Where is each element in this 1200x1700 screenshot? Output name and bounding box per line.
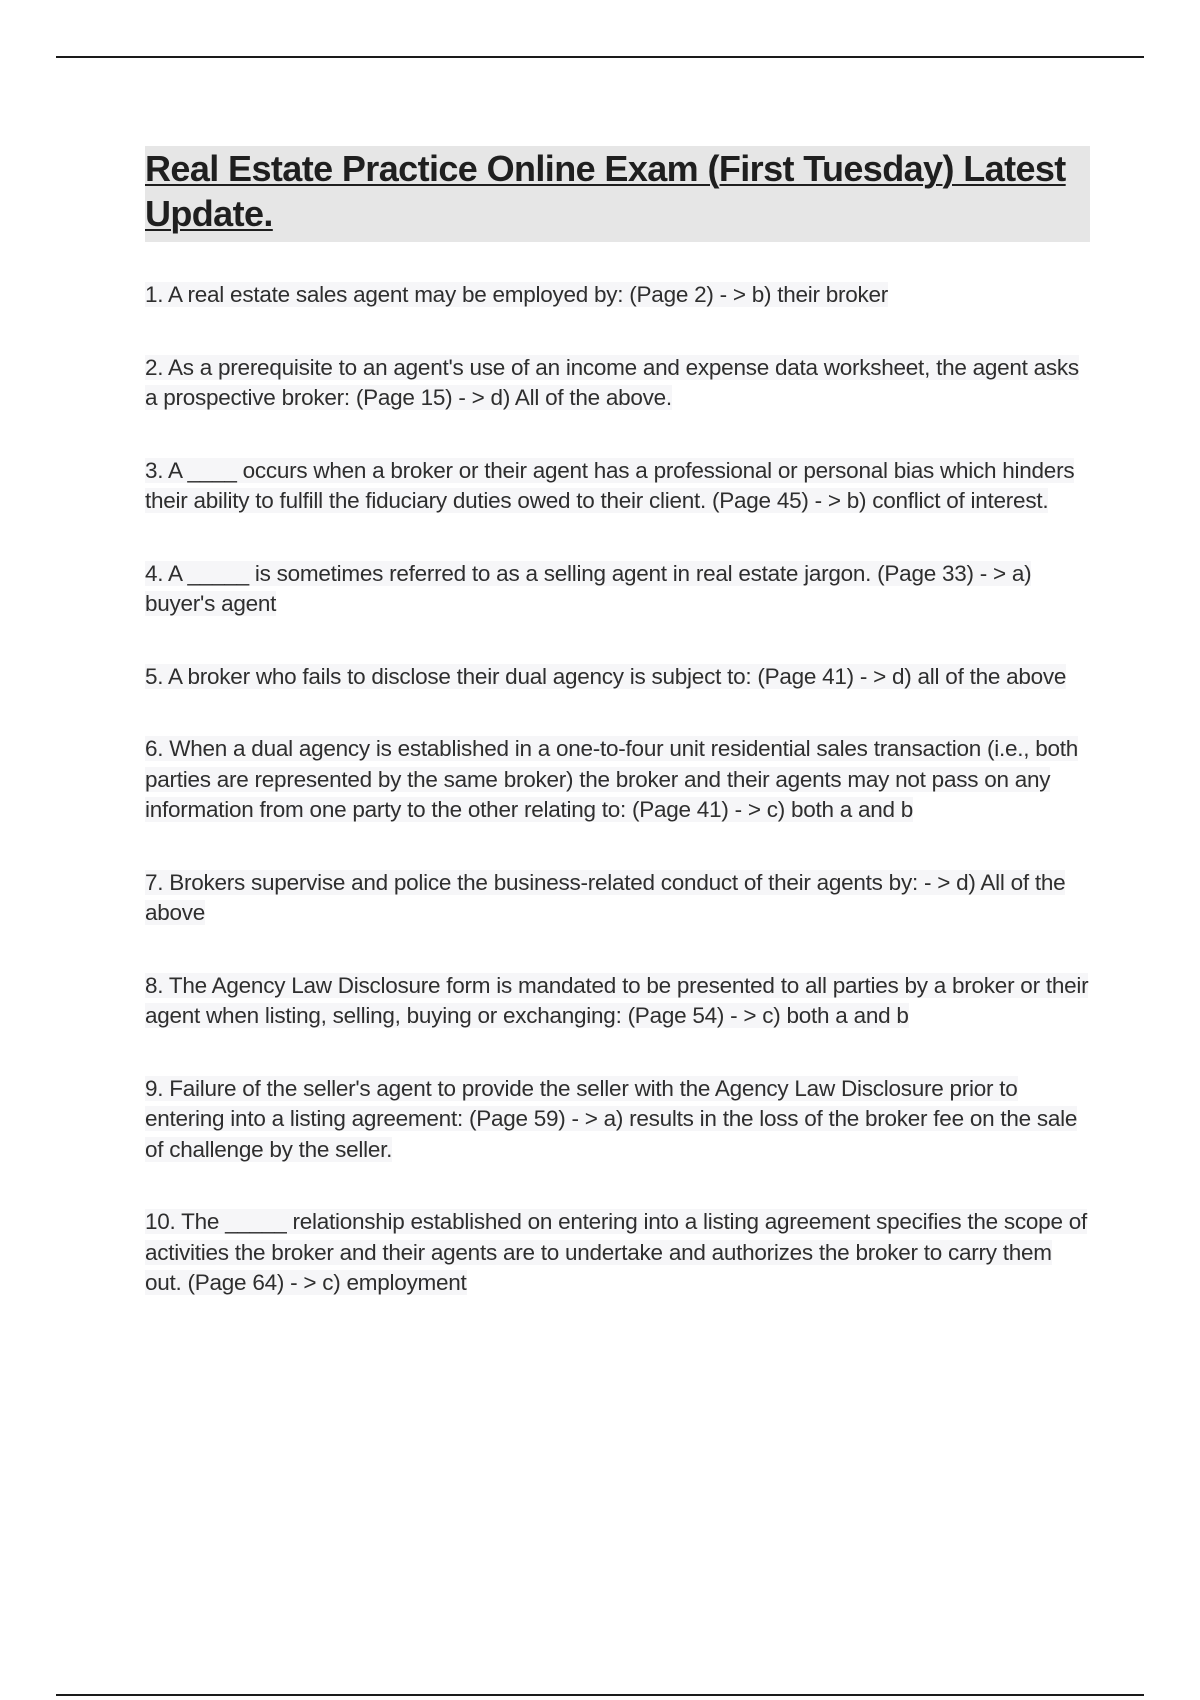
question-text: 9. Failure of the seller's agent to provide the seller with the Agency Law Disclosure prior to entering into a listing agreement: (Page 59) - > a) results in the loss of the broker fee on the sale of challenge by the seller. (145, 1075, 1078, 1162)
question-item (145, 353, 1090, 414)
question-item (145, 662, 1090, 693)
question-text: 8. The Agency Law Disclosure form is mandated to be presented to all parties by a broker or their agent when listing, selling, buying or exchanging: (Page 54) - > c) both a and b (145, 972, 1089, 1028)
question-text: 7. Brokers supervise and police the business-related conduct of their agents by: - > d) All of the above (145, 869, 1066, 925)
question-text: 1. A real estate sales agent may be employed by: (Page 2) - > b) their broker (145, 282, 889, 307)
question-item (145, 868, 1090, 929)
document-title: Real Estate Practice Online Exam (First Tuesday) Latest Update. (145, 148, 1066, 234)
question-item (145, 559, 1090, 620)
question-text: 3. A ____ occurs when a broker or their agent has a professional or personal bias which hinders their ability to fulfill the fiduciary duties owed to their client. (Page 45) - > b) conflict of interest. (145, 457, 1075, 513)
question-item (145, 971, 1090, 1032)
footer-rule (56, 1694, 1144, 1696)
question-text: 6. When a dual agency is established in a one-to-four unit residential sales transaction (i.e., both parties are represented by the same broker) the broker and their agents may not pass on any information from one party to the other relating to: (Page 41) - > c) both a and b (145, 736, 1079, 822)
title-block (145, 146, 1090, 242)
document-body (145, 146, 1090, 1341)
header-rule (56, 56, 1144, 58)
question-text: 10. The _____ relationship established on entering into a listing agreement specifies the scope of activities the broker and their agents are to undertake and authorizes the broker to carry them out. (Page 64) - > c) employment (145, 1209, 1087, 1295)
question-item (145, 1074, 1090, 1166)
question-text: 5. A broker who fails to disclose their dual agency is subject to: (Page 41) - > d) all of the above (145, 663, 1067, 689)
question-item (145, 280, 1090, 311)
question-text: 4. A _____ is sometimes referred to as a selling agent in real estate jargon. (Page 33) - > a) buyer's agent (145, 560, 1032, 616)
question-item (145, 1207, 1090, 1299)
question-item (145, 456, 1090, 517)
question-text: 2. As a prerequisite to an agent's use of an income and expense data worksheet, the agent asks a prospective broker: (Page 15) - > d) All of the above. (145, 354, 1079, 410)
question-item (145, 734, 1090, 826)
question-list (145, 280, 1090, 1299)
